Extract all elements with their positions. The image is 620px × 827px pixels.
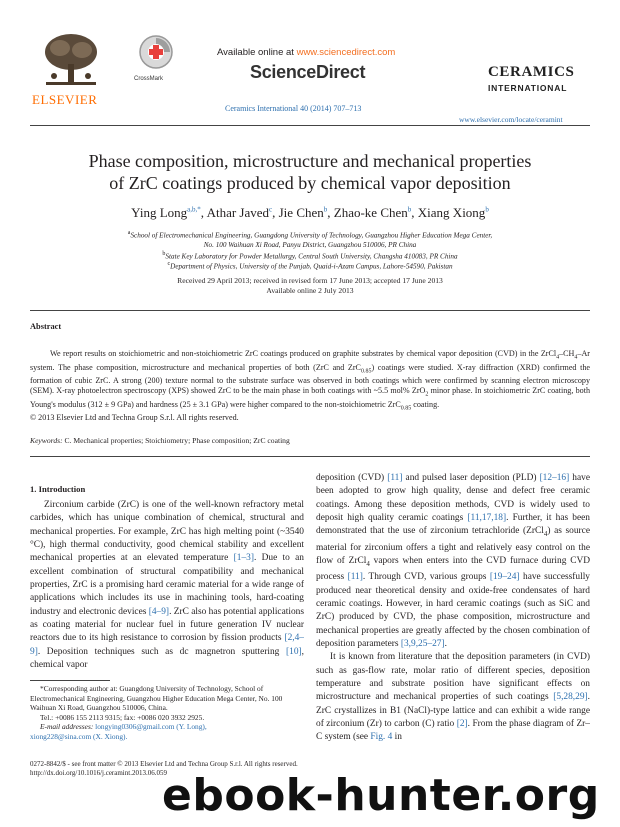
doi-line[interactable]: http://dx.doi.org/10.1016/j.ceramint.2013.06.059 <box>30 769 167 777</box>
keywords-list: C. Mechanical properties; Stoichiometry; Phase composition; ZrC coating <box>64 436 290 445</box>
author-name[interactable]: Jie Chen <box>278 205 324 220</box>
keywords <box>30 436 290 445</box>
affil-text: No. 100 Waihuan Xi Road, Panyu District, Guangzhou 510006, PR China <box>203 241 417 250</box>
watermark: ebook-hunter.org <box>162 770 600 821</box>
abstract-bottom-divider <box>30 456 590 457</box>
paragraph: It is known from literature that the deposition parameters (in CVD) such as gas-flow rate, molar ratio of different species, deposition temperature and substrate position have significant effects on microstructure and mechanical properties of such coatings [5,28,29]. ZrC crystallizes in B1 (NaCl)-type lattice and can exhibit a wide range of zirconium (Zr) to carbon (C) ratio [2]. From the phase diagram of Zr–C system (see Fig. 4 in <box>316 652 590 743</box>
sciencedirect-link[interactable]: www.sciencedirect.com <box>296 47 396 58</box>
citation-link[interactable]: [12–16] <box>539 473 570 483</box>
author-name[interactable]: Ying Long <box>131 205 188 220</box>
author-affil-marker[interactable]: b <box>407 205 412 214</box>
contact-numbers: Tel.: +0086 155 2113 9315; fax: +0086 020 3932 2925. <box>40 712 205 722</box>
author-name[interactable]: Xiang Xiong <box>417 205 486 220</box>
footnote-divider <box>30 680 110 681</box>
citation-link[interactable]: [11] <box>347 572 363 583</box>
received-dates: Received 29 April 2013; received in revised form 17 June 2013; accepted 17 June 2013 <box>177 276 443 285</box>
citation-link[interactable]: [11,17,18] <box>467 513 507 524</box>
email-label: E-mail addresses: <box>40 722 94 731</box>
author-name[interactable]: Athar Javed <box>206 205 270 220</box>
publisher-wordmark: ELSEVIER <box>32 92 98 107</box>
article-history <box>30 276 590 296</box>
email-link[interactable]: xiong228@sina.com (X. Xiong). <box>30 731 128 741</box>
title-line-1: Phase composition, microstructure and mechanical properties <box>88 151 532 171</box>
abstract-heading: Abstract <box>30 322 62 331</box>
journal-logo-line1: CERAMICS <box>488 64 575 80</box>
paragraph: Zirconium carbide (ZrC) is one of the well-known refractory metal carbides, which has unique combination of chemical, structural and mechanical properties. For example, ZrC has high melting point (~3540 °C), high thermal conductivity, good chemical stability and excellent mechanical properties at an elevated temperature [1–3]. Due to an excellent combination of structural compatibility and mechanical properties, ZrC is a promising hard ceramic material for a wide range of applications which includes its use in machining tools, hard-coating industry and electronic devices [4–9]. ZrC also has potential applications as coating material for nuclear fuel in future generation IV nuclear reactors due to its high resistance to corrosion by fission products [2,4–9]. Deposition techniques such as dc magnetron sputtering [10], chemical vapor <box>30 500 304 671</box>
author-affil-marker[interactable]: a,b,* <box>187 205 201 214</box>
affil-marker: b <box>162 251 166 257</box>
citation-link[interactable]: [11] <box>387 473 403 483</box>
affil-marker: a <box>127 230 131 236</box>
citation-link[interactable]: [2] <box>456 718 468 729</box>
author-affil-marker[interactable]: c <box>269 205 273 214</box>
keywords-label: Keywords: <box>30 436 63 445</box>
corresponding-author-note: *Corresponding author at: Guangdong University of Technology, School of Electromechanical Engineering, Guangzhou Higher Education Mega Center, No. 100 Waihuan Xi Road, Guangzhou 510006, China. <box>30 684 283 712</box>
title-line-2: of ZrC coatings produced by chemical vapor deposition <box>109 173 511 193</box>
author-affil-marker[interactable]: b <box>485 205 489 214</box>
intro-left-column <box>30 499 304 672</box>
crossmark-icon[interactable] <box>138 34 174 70</box>
header-divider <box>30 125 590 126</box>
author-affil-marker[interactable]: b <box>323 205 328 214</box>
affil-text: State Key Laboratory for Powder Metallurgy, Central South University, Changsha 410083, PR China <box>165 252 458 261</box>
email-link[interactable]: longying0306@gmail.com (Y. Long), <box>95 722 207 731</box>
citation-link[interactable]: [10] <box>286 646 302 657</box>
figure-link[interactable]: Fig. 4 <box>370 732 393 743</box>
journal-logo-line2: INTERNATIONAL <box>488 83 568 93</box>
available-online-date: Available online 2 July 2013 <box>266 286 354 295</box>
affil-text: School of Electromechanical Engineering, Guangdong University of Technology, Guangzhou Higher Education Mega Center, <box>130 231 493 240</box>
available-prefix: Available online at <box>217 47 297 58</box>
issn-line: 0272-8842/$ - see front matter © 2013 Elsevier Ltd and Techna Group S.r.l. All rights reserved. <box>30 760 298 768</box>
affiliation-c <box>30 259 590 271</box>
footnote <box>30 684 304 741</box>
citation-link[interactable]: [3,9,25–27] <box>400 638 445 649</box>
citation-link[interactable]: [1–3] <box>233 553 254 564</box>
affiliation-a <box>30 228 590 250</box>
affil-text: Department of Physics, University of the Punjab, Quaid-i-Azam Campus, Lahore-54590, Pakistan <box>170 262 453 271</box>
sciencedirect-wordmark: ScienceDirect <box>250 62 366 82</box>
section-heading-introduction: 1. Introduction <box>30 484 86 494</box>
citation-link[interactable]: [4–9] <box>148 606 170 617</box>
abstract-top-divider <box>30 310 590 311</box>
abstract-body: We report results on stoichiometric and non-stoichiometric ZrC coatings produced on graphite substrates by chemical vapor deposition (CVD) in the $ZrCl_4-CH_4-Ar$ system. The phase composition, microstructure and mechanical properties of both (ZrC and ZrC$_{0.85}$) coatings were studied. X-ray diffraction (XRD) confirmed the formation of cubic ZrC. A strong (200) texture normal to the substrate surface was observed in both coatings which were confirmed by scanning electron microscopy (SEM). X-ray photoelectron spectroscopy (XPS) showed ZrC to be the main phase in both coatings with ~5.5 mol% ZrO$_2$ minor phase. In stoichiometric ZrC coating, both Young's modulus (312 ± 9 GPa) and hardness (25 ± 3.1 GPa) were higher compared to the non-stoichiometric ZrC$_{0.85}$ coating. © 2013 Elsevier Ltd and Techna Group S.r.l. All rights reserved. <box>30 349 590 423</box>
journal-homepage-link[interactable]: www.elsevier.com/locate/ceramint <box>459 115 563 124</box>
available-online-line <box>217 47 395 58</box>
author-list: Ying Long$^{a,b,*}$, Athar Javed$^c$, Jie Chen$^b$, Zhao-ke Chen$^b$, Xiang Xiong$^b$ <box>131 205 489 220</box>
citation-link[interactable]: [2,4–9] <box>30 633 304 657</box>
intro-right-column <box>316 472 590 745</box>
crossmark-label: CrossMark <box>134 76 164 82</box>
citation-link[interactable]: [19–24] <box>489 572 520 583</box>
paragraph: deposition (CVD) [11] and pulsed laser deposition (PLD) [12–16] have been adopted to grow high quality, dense and defect free ceramic coatings. Among these deposition methods, CVD is widely used to deposit high quality ceramic coatings [11,17,18]. Further, it has been demonstrated that the use of zirconium tetrachloride (ZrCl$_4$) as source material for zirconium offers a tight and relatively easy control on the flow of ZrCl$_4$ vapors when enters into the CVD furnace during CVD process [11]. Through CVD, various groups [19–24] have successfully produced near theoretical density and oxide-free condensates of hard ceramic coatings. However, in hard ceramic coatings (such as SiC and ZrC) produced by CVD, the phase composition, microstructure and mechanical properties are greatly affected by the chosen combination of deposition parameters [3,9,25–27]. <box>316 473 591 649</box>
affil-marker: c <box>167 261 171 267</box>
article-title <box>30 150 590 194</box>
elsevier-tree-logo <box>38 30 104 88</box>
citation-link[interactable]: [5,28,29] <box>553 692 588 703</box>
author-name[interactable]: Zhao-ke Chen <box>333 205 408 220</box>
journal-reference[interactable]: Ceramics International 40 (2014) 707–713 <box>225 104 362 113</box>
